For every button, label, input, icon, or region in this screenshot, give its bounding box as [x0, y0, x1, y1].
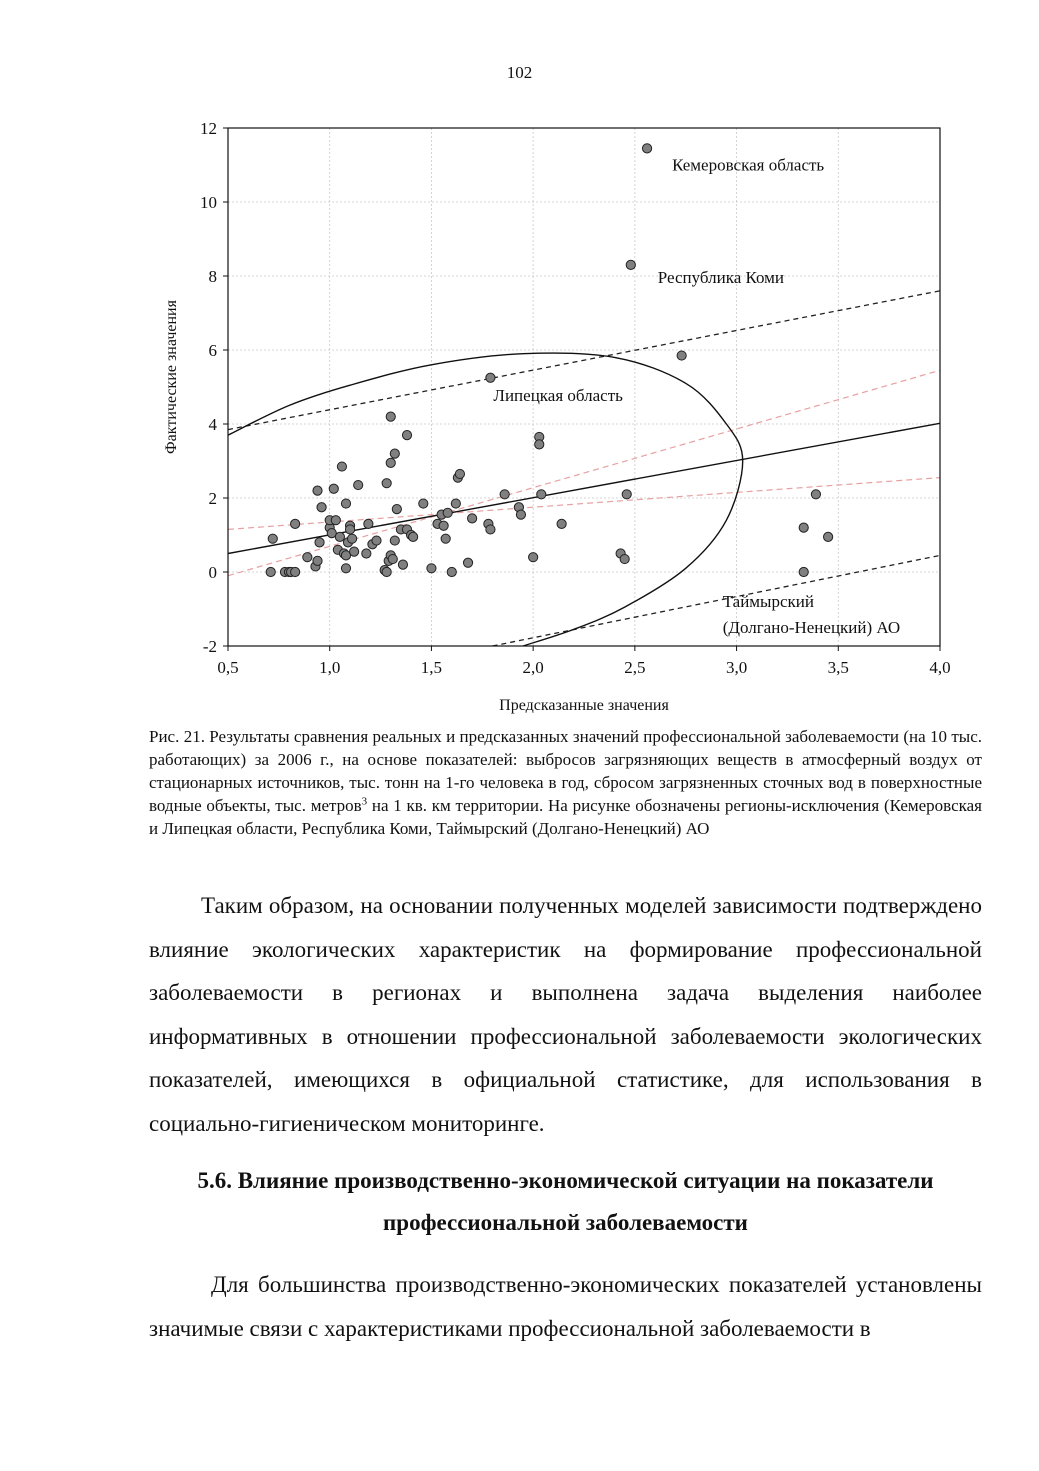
data-point: [386, 412, 395, 421]
data-point: [347, 534, 356, 543]
data-point: [335, 532, 344, 541]
data-point: [677, 351, 686, 360]
data-point: [313, 486, 322, 495]
data-point: [447, 567, 456, 576]
data-point: [337, 462, 346, 471]
data-point: [451, 499, 460, 508]
x-tick-label: 3,0: [725, 658, 748, 677]
caption-text-end: на 1 кв. км территории. На рисунке обозначены регионы-исключения (Кемеровская и Липецкая области, Республика Коми, Таймырский (Долгано-Ненецкий) АО: [149, 796, 983, 838]
y-tick-label: 4: [208, 415, 217, 434]
data-point: [409, 532, 418, 541]
data-point: [354, 480, 363, 489]
data-point: [329, 484, 338, 493]
data-point: [811, 490, 820, 499]
page-number: 102: [506, 63, 533, 82]
data-point: [350, 547, 359, 556]
x-tick-label: 0,5: [217, 658, 239, 677]
data-point: [390, 536, 399, 545]
data-point: [486, 373, 495, 382]
data-point: [486, 525, 495, 534]
plot-layer: [228, 291, 940, 646]
point-annotation: Республика Коми: [657, 267, 785, 287]
point-annotation: Липецкая область: [493, 385, 623, 405]
x-tick-label: 1,5: [420, 658, 443, 677]
data-point: [398, 560, 407, 569]
x-tick-label: 2,0: [522, 658, 544, 677]
data-point: [291, 567, 300, 576]
data-point: [372, 536, 381, 545]
data-point: [388, 554, 397, 563]
data-point: [535, 440, 544, 449]
confidence-ellipse: [228, 353, 743, 646]
data-point: [463, 558, 472, 567]
data-point: [382, 479, 391, 488]
y-tick-label: 8: [208, 267, 217, 286]
data-point: [620, 554, 629, 563]
point-annotation: Таймырский: [722, 592, 814, 611]
section-heading: 5.6. Влияние производственно-экономической ситуации на показатели профессиональной заболеваемости: [197, 1168, 934, 1235]
data-point: [529, 553, 538, 562]
data-point: [439, 521, 448, 530]
data-point: [443, 508, 452, 517]
y-tick-label: 0: [208, 563, 217, 582]
data-point: [303, 553, 312, 562]
data-point: [642, 144, 651, 153]
data-point: [386, 458, 395, 467]
y-tick-label: 2: [208, 489, 217, 508]
data-point: [402, 431, 411, 440]
prediction-band-upper: [228, 291, 940, 430]
data-point: [441, 534, 450, 543]
scatter-chart: [150, 115, 980, 720]
data-point: [382, 567, 391, 576]
data-point: [392, 505, 401, 514]
data-point: [362, 549, 371, 558]
data-point: [799, 523, 808, 532]
body-paragraph-continued: Для большинства производственно-экономических показателей установлены значимые связи с характеристиками профессиональной заболеваемости в: [149, 1272, 982, 1341]
x-tick-label: 4,0: [929, 658, 951, 677]
data-point: [291, 519, 300, 528]
data-point: [419, 499, 428, 508]
x-tick-label: 3,5: [827, 658, 849, 677]
data-point: [557, 519, 566, 528]
data-point: [315, 538, 324, 547]
figure-caption: [149, 725, 982, 840]
data-point: [500, 490, 509, 499]
caption-text: Рис. 21. Результаты сравнения реальных и предсказанных значений профессиональной заболеваемости (на 10 тыс. работающих) за 2006 г., на основе показателей: выбросов загрязняющих веществ в атмосферный воздух от стационарных источников, тыс. тонн на 1-го человека в год, сбросом загрязненных сточных вод в поверхностные водные объекты, тыс. метров: [149, 727, 982, 815]
point-annotation: Кемеровская область: [672, 155, 825, 175]
data-point: [455, 469, 464, 478]
data-point: [824, 532, 833, 541]
data-point: [626, 260, 635, 269]
data-point: [341, 499, 350, 508]
data-point: [345, 525, 354, 534]
x-axis-label: Предсказанные значения: [499, 697, 669, 714]
data-point: [537, 490, 546, 499]
data-point: [341, 564, 350, 573]
data-point: [622, 490, 631, 499]
data-point: [364, 519, 373, 528]
data-point: [468, 514, 477, 523]
y-tick-label: -2: [202, 637, 217, 656]
data-point: [390, 449, 399, 458]
point-annotation: (Долгано-Ненецкий) АО: [722, 618, 901, 637]
data-point: [266, 567, 275, 576]
body-paragraph: Таким образом, на основании полученных моделей зависимости подтверждено влияние экологических характеристик на формирование профессиональной заболеваемости в регионах и выполнена задача выделения наиболее информативных в отношении профессиональной заболеваемости экологических показателей, имеющихся в официальной статистике, для использования в социально-гигиеническом мониторинге.: [149, 893, 982, 1136]
caption-superscript: 3: [361, 795, 368, 808]
y-axis-label: Фактические значения: [163, 300, 180, 454]
x-tick-label: 2,5: [624, 658, 646, 677]
y-tick-label: 6: [208, 341, 217, 360]
data-point: [268, 534, 277, 543]
data-point: [799, 567, 808, 576]
data-point: [516, 510, 525, 519]
data-point: [427, 564, 436, 573]
data-point: [331, 516, 340, 525]
y-tick-label: 12: [200, 119, 217, 138]
y-tick-label: 10: [200, 193, 217, 212]
x-tick-label: 1,0: [319, 658, 341, 677]
data-point: [317, 503, 326, 512]
data-point: [313, 556, 322, 565]
